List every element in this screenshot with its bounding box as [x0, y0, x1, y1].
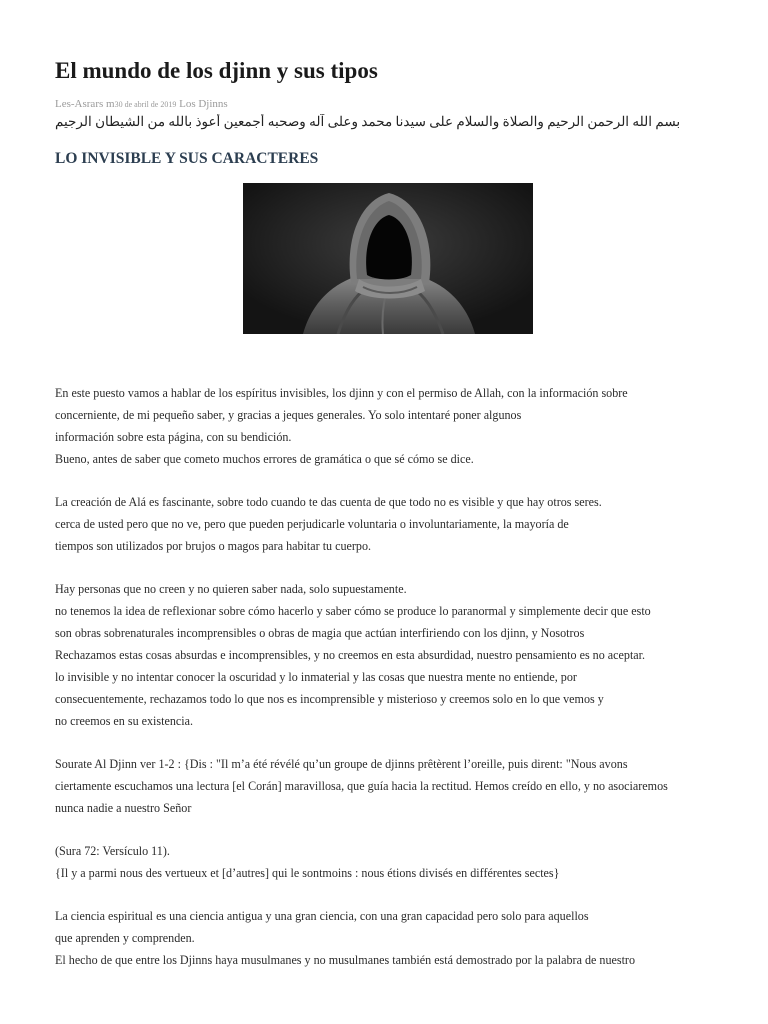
hero-image — [243, 183, 533, 334]
paragraph-line: concerniente, de mi pequeño saber, y gracias a jeques generales. Yo solo intentaré poner algunos — [55, 408, 522, 422]
paragraph-line: información sobre esta página, con su bendición. — [55, 430, 292, 444]
author-link[interactable]: Les-Asrars — [55, 98, 104, 110]
paragraph-line: no tenemos la idea de reflexionar sobre cómo hacerlo y saber cómo se produce lo paranormal y simplemente decir que esto — [55, 604, 651, 618]
paragraph-line: nunca nadie a nuestro Señor — [55, 801, 192, 815]
paragraph-line: {Il y a parmi nous des vertueux et [d’autres] qui le sontmoins : nous étions divisés en différentes sectes} — [55, 866, 560, 880]
section-heading: LO INVISIBLE Y SUS CARACTERES — [55, 150, 319, 167]
paragraph-line: ciertamente escuchamos una lectura [el Corán] maravillosa, que guía hacia la rectitud. Hemos creído en ello, y no asociaremos — [55, 779, 668, 793]
article-body — [55, 382, 735, 971]
paragraph-line: no creemos en su existencia. — [55, 714, 194, 728]
paragraph-line: son obras sobrenaturales incomprensibles o obras de magia que actúan interfiriendo con los djinn, y Nosotros — [55, 626, 585, 640]
paragraph-line: (Sura 72: Versículo 11). — [55, 844, 170, 858]
paragraph-line: tiempos son utilizados por brujos o magos para habitar tu cuerpo. — [55, 539, 372, 553]
article-title: El mundo de los djinn y sus tipos — [55, 58, 378, 83]
publish-date: 30 de abril de 2019 — [114, 100, 177, 109]
arabic-invocation: بسم الله الرحمن الرحيم والصلاة والسلام على سيدنا محمد وعلى آله وصحبه أجمعين أعوذ بالله من الشيطان الرجيم — [55, 114, 681, 129]
paragraph-gap — [55, 732, 735, 753]
paragraph-line: cerca de usted pero que no ve, pero que pueden perjudicarle voluntaria o involuntariamente, la mayoría de — [55, 517, 569, 531]
paragraph-gap — [55, 884, 735, 905]
category-link[interactable]: Los Djinns — [179, 98, 228, 110]
paragraph-line: La creación de Alá es fascinante, sobre todo cuando te das cuenta de que todo no es visible y que hay otros seres. — [55, 495, 602, 509]
article-meta — [55, 98, 228, 110]
paragraph-line: Rechazamos estas cosas absurdas e incomprensibles, y no creemos en esta absurdidad, nuestro pensamiento es no aceptar. — [55, 648, 646, 662]
paragraph-line: La ciencia espiritual es una ciencia antigua y una gran ciencia, con una gran capacidad pero solo para aquellos — [55, 909, 589, 923]
paragraph-line: lo invisible y no intentar conocer la oscuridad y lo inmaterial y las cosas que nuestra mente no entiende, por — [55, 670, 577, 684]
paragraph-line: Bueno, antes de saber que cometo muchos errores de gramática o que sé cómo se dice. — [55, 452, 474, 466]
paragraph-line: que aprenden y comprenden. — [55, 931, 195, 945]
hooded-figure-icon — [243, 183, 533, 334]
paragraph-gap — [55, 819, 735, 840]
paragraph-line: Hay personas que no creen y no quieren saber nada, solo supuestamente. — [55, 582, 407, 596]
paragraph-line: consecuentemente, rechazamos todo lo que nos es incomprensible y misterioso y creemos solo en lo que vemos y — [55, 692, 604, 706]
paragraph-gap — [55, 470, 735, 491]
paragraph-line: Sourate Al Djinn ver 1-2 : {Dis : "Il m’a été révélé qu’un groupe de djinns prêtèrent l’oreille, puis dirent: "Nous avons — [55, 757, 628, 771]
paragraph-gap — [55, 557, 735, 578]
date-prefix: m — [106, 98, 115, 110]
paragraph-line: En este puesto vamos a hablar de los espíritus invisibles, los djinn y con el permiso de Allah, con la información sobre — [55, 386, 628, 400]
paragraph-line: El hecho de que entre los Djinns haya musulmanes y no musulmanes también está demostrado por la palabra de nuestro — [55, 953, 636, 967]
